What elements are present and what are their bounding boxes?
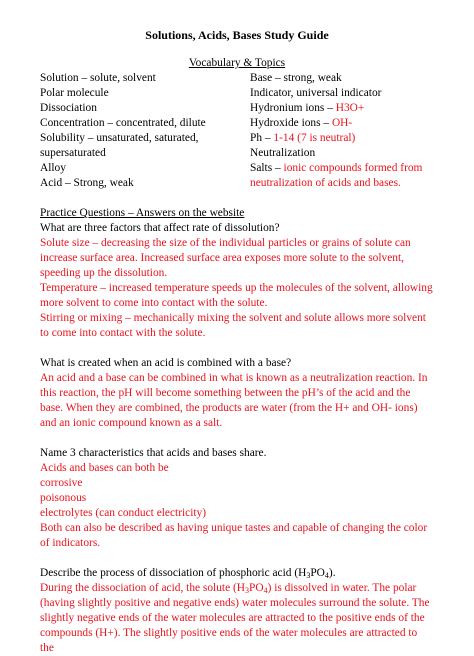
vocab-answer: OH- <box>331 117 353 129</box>
vocab-term: Salts – <box>250 162 284 174</box>
subscript: 3 <box>245 586 249 595</box>
answer-line: electrolytes (can conduct electricity) <box>40 507 207 519</box>
question-text: Describe the process of dissociation of phosphoric acid (H <box>40 567 307 579</box>
vocab-item: Solution – solute, solvent <box>40 72 156 84</box>
vocab-item: Acid – Strong, weak <box>40 177 134 189</box>
answer-paragraph: Both can also be described as having unique tastes and capable of changing the color of indicators. <box>40 522 428 549</box>
vocab-item <box>250 116 434 131</box>
answer-paragraph: Solute size – decreasing the size of the individual particles or grains of solute can increase surface area. Increased surface area exposes more solute to the solvent, speeding up the dissolution. <box>40 237 411 279</box>
vocab-term: Base – strong, weak <box>250 72 342 84</box>
vocab-term: Neutralization <box>250 147 316 159</box>
vocab-item <box>250 176 434 191</box>
vocab-item <box>250 101 434 116</box>
answer-paragraph <box>40 581 434 656</box>
subscript: 4 <box>324 571 329 580</box>
answer-line: poisonous <box>40 492 87 504</box>
spacer <box>40 191 434 206</box>
vocab-item: Dissociation <box>40 102 97 114</box>
answer-text: During the dissociation of acid, the solute (H <box>40 582 245 594</box>
vocab-item <box>250 131 434 146</box>
question <box>40 566 434 581</box>
question: Name 3 characteristics that acids and bases share. <box>40 447 267 459</box>
subscript: 3 <box>306 571 311 580</box>
vocab-item: Concentration – concentrated, dilute <box>40 117 206 129</box>
vocab-answer: ionic compounds formed from <box>283 162 423 174</box>
vocab-answer: neutralization of acids and bases. <box>250 177 401 189</box>
vocab-term: Ph – <box>250 132 274 144</box>
vocab-item: Solubility – unsaturated, saturated, <box>40 132 199 144</box>
vocab-term: Indicator, universal indicator <box>250 87 382 99</box>
answer-paragraph: An acid and a base can be combined in what is known as a neutralization reaction. In this reaction, the pH will become something between the pH’s of the acid and the base. When they are combined, the products are water (from the H+ and OH- ions) and an ionic compound known as a salt. <box>40 372 428 429</box>
spacer <box>40 341 434 356</box>
question: What is created when an acid is combined with a base? <box>40 357 292 369</box>
vocab-column-right <box>250 71 434 191</box>
vocab-item <box>250 146 434 161</box>
vocab-list <box>40 71 434 191</box>
vocab-item: Alloy <box>40 162 66 174</box>
vocab-item <box>250 86 434 101</box>
vocab-column-left <box>40 71 250 191</box>
vocab-answer: 1-14 (7 is neutral) <box>273 132 356 144</box>
question: What are three factors that affect rate of dissolution? <box>40 222 280 234</box>
vocab-term: Hydroxide ions – <box>250 117 332 129</box>
subscript: 4 <box>263 586 268 595</box>
vocab-item <box>250 71 434 86</box>
vocab-item: supersaturated <box>40 147 106 159</box>
answer-text: PO <box>249 582 264 594</box>
answer-line: corrosive <box>40 477 83 489</box>
practice-heading: Practice Questions – Answers on the website <box>40 207 245 219</box>
vocab-answer: H3O+ <box>335 102 365 114</box>
answer-paragraph: Stirring or mixing – mechanically mixing the solvent and solute allows more solvent to come into contact with the solute. <box>40 312 426 339</box>
spacer <box>40 431 434 446</box>
answer-text: ) is dissolved in water. The polar (having slightly positive and negative ends) water molecules surround the solute. The slightly negative ends of the water molecules are attracted to the positive ends of the compounds (H+). The slightly positive ends of the water molecules are attracted to the <box>40 582 430 654</box>
question-text: PO <box>310 567 325 579</box>
vocab-item: Polar molecule <box>40 87 109 99</box>
answer-paragraph: Temperature – increased temperature speeds up the molecules of the solvent, allowing more solvent to come into contact with the solute. <box>40 282 433 309</box>
answer-line: Acids and bases can both be <box>40 462 169 474</box>
question-text: ). <box>328 567 336 579</box>
vocab-item <box>250 161 434 176</box>
page-title: Solutions, Acids, Bases Study Guide <box>145 28 329 42</box>
vocab-heading: Vocabulary & Topics <box>188 57 286 69</box>
spacer <box>40 551 434 566</box>
vocab-term: Hydronium ions – <box>250 102 336 114</box>
